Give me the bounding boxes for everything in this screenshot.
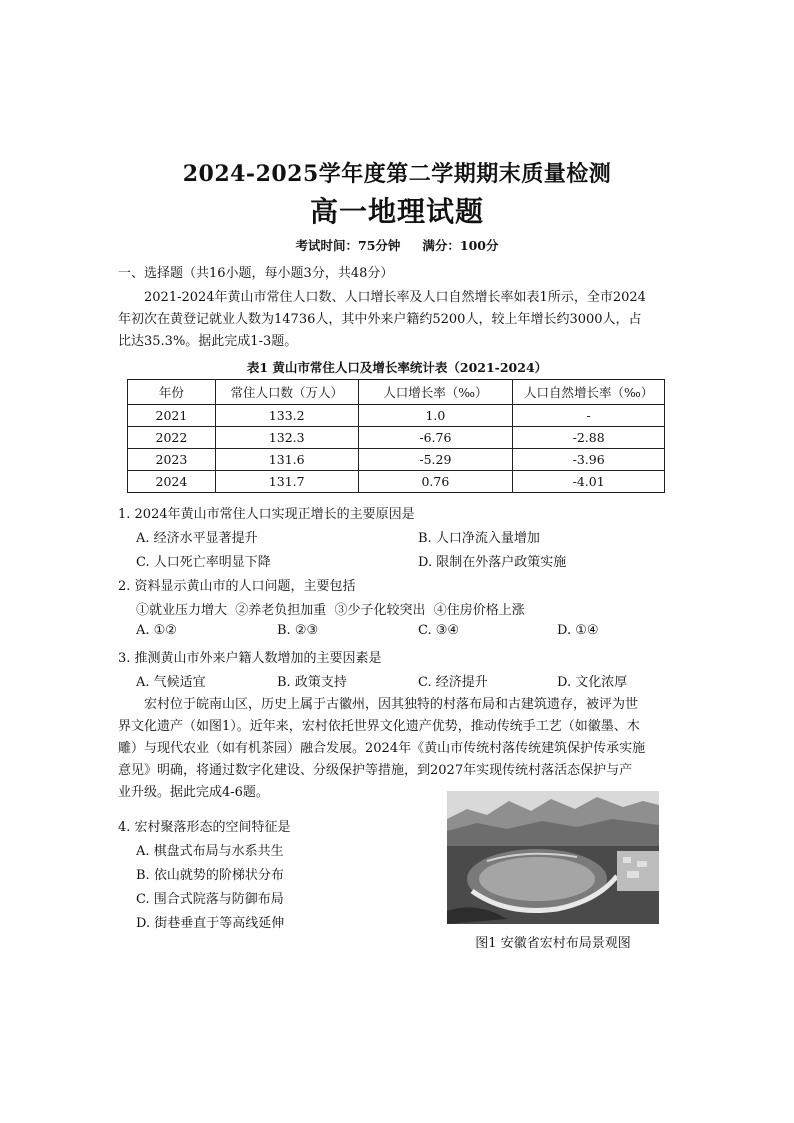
exam-title: 2024-2025学年度第二学期期末质量检测 — [182, 161, 612, 187]
population-table — [127, 379, 665, 493]
table-cell: -4.01 — [513, 471, 665, 493]
exam-time: 考试时间：75分钟 — [295, 238, 401, 253]
intro-line: 2021-2024年黄山市常住人口数、人口增长率及人口自然增长率如表1所示，全市2024 — [144, 290, 646, 305]
table-header-cell: 常住人口数（万人） — [215, 380, 358, 405]
intro-paragraph — [118, 287, 678, 353]
table-cell: 2023 — [128, 449, 216, 471]
table-row — [128, 405, 665, 427]
question-4-option-c[interactable]: C. 围合式院落与防御布局 — [136, 892, 284, 907]
table-cell: 131.7 — [215, 471, 358, 493]
question-1-option-d[interactable]: D. 限制在外落户政策实施 — [418, 555, 567, 570]
table-header-row — [128, 380, 665, 405]
table-cell: 133.2 — [215, 405, 358, 427]
table-cell: 0.76 — [358, 471, 513, 493]
intro-line: 年初次在黄登记就业人数为14736人，其中外来户籍约5200人，较上年增长约3000人，占 — [118, 312, 642, 327]
question-4-option-b[interactable]: B. 依山就势的阶梯状分布 — [136, 868, 284, 883]
question-2-option-d[interactable]: D. ①④ — [557, 623, 599, 638]
exam-subject: 高一地理试题 — [309, 195, 484, 228]
table-caption: 表1 黄山市常住人口及增长率统计表（2021-2024） — [246, 360, 548, 375]
passage-line: 宏村位于皖南山区，历史上属于古徽州，因其独特的村落布局和古建筑遗存，被评为世 — [144, 697, 639, 712]
table-cell: 132.3 — [215, 427, 358, 449]
table-row — [128, 449, 665, 471]
question-2-option-a[interactable]: A. ①② — [136, 623, 177, 638]
table-cell: -3.96 — [513, 449, 665, 471]
question-4-option-d[interactable]: D. 街巷垂直于等高线延伸 — [136, 916, 285, 931]
passage-line: 雕）与现代农业（如有机茶园）融合发展。2024年《黄山市传统村落传统建筑保护传承实施 — [118, 741, 646, 756]
question-3-option-c[interactable]: C. 经济提升 — [418, 675, 488, 690]
question-3-option-a[interactable]: A. 气候适宜 — [136, 675, 206, 690]
question-2-statements: ①就业压力增大 ②养老负担加重 ③少子化较突出 ④住房价格上涨 — [136, 603, 525, 618]
question-2-option-c[interactable]: C. ③④ — [418, 623, 460, 638]
table-row — [128, 471, 665, 493]
question-4-option-a[interactable]: A. 棋盘式布局与水系共生 — [136, 844, 284, 859]
table-cell: 131.6 — [215, 449, 358, 471]
table-row — [128, 427, 665, 449]
table-header-cell: 人口自然增长率（‰） — [513, 380, 665, 405]
question-1-stem: 1. 2024年黄山市常住人口实现正增长的主要原因是 — [118, 507, 415, 522]
table-cell: 2022 — [128, 427, 216, 449]
table-cell: 2024 — [128, 471, 216, 493]
question-1-option-b[interactable]: B. 人口净流入量增加 — [418, 531, 540, 546]
table-cell: 1.0 — [358, 405, 513, 427]
question-4-stem: 4. 宏村聚落形态的空间特征是 — [118, 820, 291, 835]
passage-line: 业升级。据此完成4-6题。 — [118, 785, 269, 800]
table-header-cell: 人口增长率（‰） — [358, 380, 513, 405]
exam-meta — [0, 236, 794, 254]
passage-2 — [118, 694, 678, 804]
intro-line: 比达35.3%。据此完成1-3题。 — [118, 334, 298, 349]
full-score: 满分：100分 — [422, 238, 499, 253]
table-cell: - — [513, 405, 665, 427]
question-2-stem: 2. 资料显示黄山市的人口问题，主要包括 — [118, 579, 356, 594]
question-3-option-b[interactable]: B. 政策支持 — [277, 675, 347, 690]
passage-line: 界文化遗产（如图1）。近年来，宏村依托世界文化遗产优势，推动传统手工艺（如徽墨、木 — [118, 719, 640, 734]
question-1-option-a[interactable]: A. 经济水平显著提升 — [136, 531, 258, 546]
question-3-stem: 3. 推测黄山市外来户籍人数增加的主要因素是 — [118, 651, 382, 666]
question-2-option-b[interactable]: B. ②③ — [277, 623, 319, 638]
passage-line: 意见》明确，将通过数字化建设、分级保护等措施，到2027年实现传统村落活态保护与产 — [118, 763, 633, 778]
table-cell: -5.29 — [358, 449, 513, 471]
section-heading: 一、选择题（共16小题，每小题3分，共48分） — [118, 266, 394, 281]
question-3-option-d[interactable]: D. 文化浓厚 — [557, 675, 628, 690]
table-cell: -6.76 — [358, 427, 513, 449]
figure-caption: 图1 安徽省宏村布局景观图 — [475, 936, 631, 951]
table-header-cell: 年份 — [128, 380, 216, 405]
question-1-option-c[interactable]: C. 人口死亡率明显下降 — [136, 555, 271, 570]
table-cell: 2021 — [128, 405, 216, 427]
hongcun-landscape-photo — [447, 791, 659, 924]
table-cell: -2.88 — [513, 427, 665, 449]
